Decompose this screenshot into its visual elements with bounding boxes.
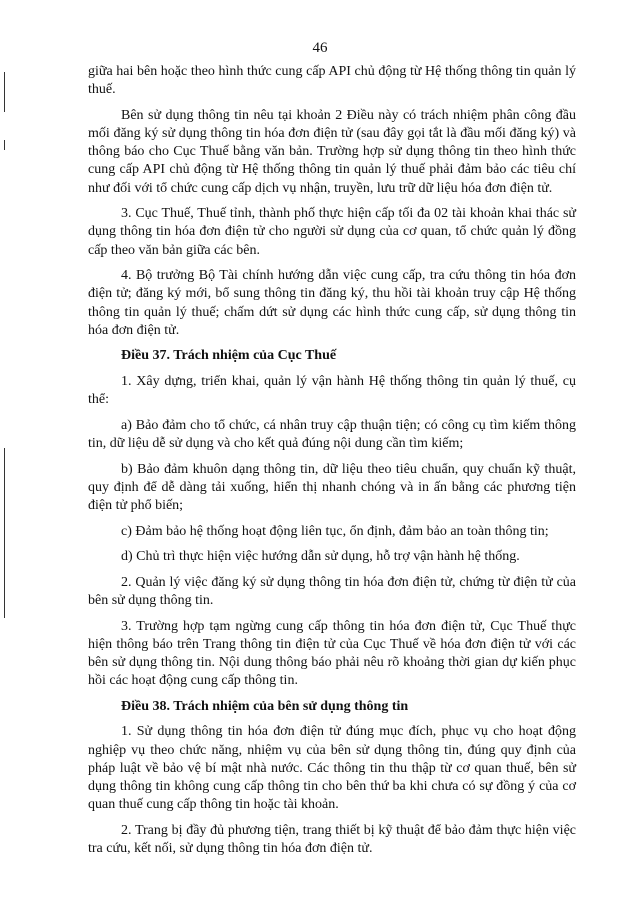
paragraph-clause-3: 3. Trường hợp tạm ngừng cung cấp thông tin hóa đơn điện tử, Cục Thuế thực hiện thông báo trên Trang thông tin điện tử của Cục Thuế về hóa đơn điện tử với các bên sử dụng thông tin. Nội dung thông báo phải nêu rõ khoảng thời gian dự kiến phục hồi các hoạt động cung cấp thông tin.: [88, 618, 576, 689]
article-38-heading: Điều 38. Trách nhiệm của bên sử dụng thông tin: [121, 698, 409, 714]
paragraph-clause-1: 1. Xây dựng, triển khai, quản lý vận hành Hệ thống thông tin quản lý thuế, cụ thể:: [88, 374, 576, 408]
document-body: [88, 63, 576, 866]
binding-margin-tick: [4, 140, 5, 150]
article-37-heading: Điều 37. Trách nhiệm của Cục Thuế: [121, 348, 337, 364]
paragraph: Bên sử dụng thông tin nêu tại khoản 2 Điều này có trách nhiệm phân công đầu mối đăng ký sử dụng thông tin hóa đơn điện tử (sau đây gọi tắt là đầu mối đăng ký) và thông báo cho Cục Thuế bằng văn bản. Trường hợp sử dụng thông tin theo hình thức cung cấp API chủ động từ Hệ thống thông tin quản lý thuế phải đảm bảo các tiêu chí như đối với tổ chức cung cấp dịch vụ nhận, truyền, lưu trữ dữ liệu hóa đơn điện tử.: [88, 107, 576, 196]
paragraph-clause-2: 2. Trang bị đầy đủ phương tiện, trang thiết bị kỹ thuật để bảo đảm thực hiện việc tra cứu, kết nối, sử dụng thông tin hóa đơn điện tử.: [88, 822, 576, 856]
paragraph-clause-1: 1. Sử dụng thông tin hóa đơn điện tử đúng mục đích, phục vụ cho hoạt động nghiệp vụ theo chức năng, nhiệm vụ của bên sử dụng thông tin, đúng quy định của pháp luật về bảo vệ bí mật nhà nước. Các thông tin thu thập từ cơ quan thuế, bên sử dụng thông tin không cung cấp thông tin cho bên thứ ba khi chưa có sự đồng ý của cơ quan thuế cung cấp thông tin hoặc tài khoản.: [88, 724, 576, 813]
paragraph-continuation: giữa hai bên hoặc theo hình thức cung cấp API chủ động từ Hệ thống thông tin quản lý thuế.: [88, 64, 576, 98]
paragraph-clause-4: 4. Bộ trưởng Bộ Tài chính hướng dẫn việc cung cấp, tra cứu thông tin hóa đơn điện tử; đăng ký mới, bổ sung thông tin đăng ký, thu hồi tài khoản truy cập Hệ thống thông tin quản lý thuế; chấm dứt sử dụng các hình thức cung cấp, sử dụng thông tin hóa đơn điện tử.: [88, 268, 576, 338]
page-number: 46: [312, 40, 328, 56]
binding-margin-line: [4, 448, 5, 618]
binding-margin-line: [4, 72, 5, 112]
paragraph-point-d: d) Chủ trì thực hiện việc hướng dẫn sử dụng, hỗ trợ vận hành hệ thống.: [121, 549, 520, 565]
paragraph-point-b: b) Bảo đảm khuôn dạng thông tin, dữ liệu theo tiêu chuẩn, quy chuẩn kỹ thuật, quy định để dễ dàng tải xuống, hiển thị nhanh chóng và in ấn bằng các phương tiện điện tử phổ biến;: [88, 461, 576, 513]
paragraph-clause-2: 2. Quản lý việc đăng ký sử dụng thông tin hóa đơn điện tử, chứng từ điện tử của bên sử dụng thông tin.: [88, 574, 576, 608]
paragraph-clause-3: 3. Cục Thuế, Thuế tỉnh, thành phố thực hiện cấp tối đa 02 tài khoản khai thác sử dụng thông tin hóa đơn điện tử cho người sử dụng của cơ quan, tổ chức quản lý đồng cấp theo văn bản giữa các bên.: [88, 206, 576, 258]
paragraph-point-c: c) Đảm bảo hệ thống hoạt động liên tục, ổn định, đảm bảo an toàn thông tin;: [121, 523, 549, 539]
paragraph-point-a: a) Bảo đảm cho tổ chức, cá nhân truy cập thuận tiện; có công cụ tìm kiếm thông tin, dữ liệu dễ sử dụng và cho kết quả đúng nội dung cần tìm kiếm;: [88, 417, 576, 451]
